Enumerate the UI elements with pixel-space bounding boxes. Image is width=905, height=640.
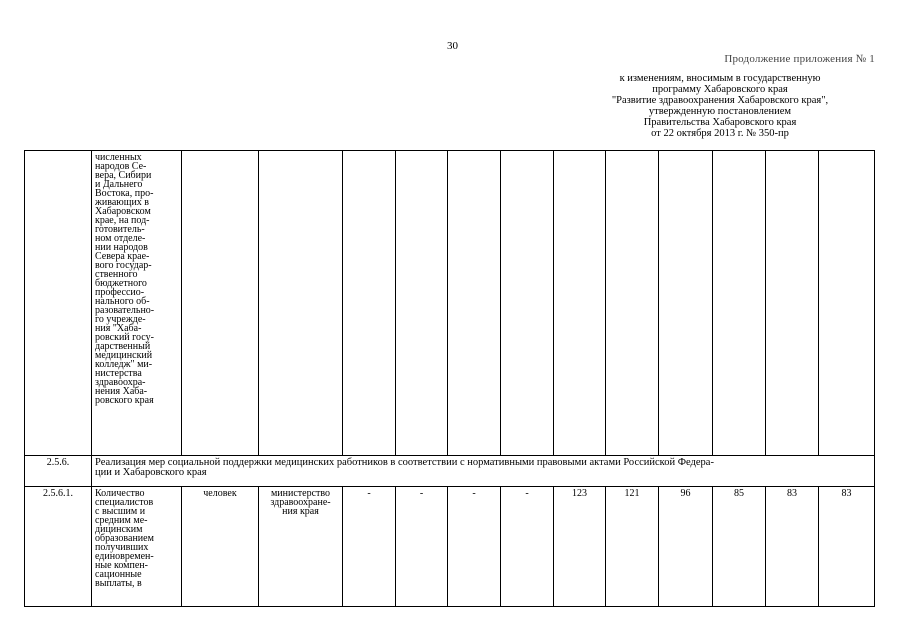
indicator-name-cell: Количество специалистов с высшим и средним ме- дицинским образованием получивших единовремен- ные компен- сационные выплаты, в [92,487,182,607]
value-cell [606,151,659,456]
appendix-note-line: утвержденную постановлением [648,106,792,117]
indicators-table [24,150,875,607]
value-cell [766,151,819,456]
row-number-cell [25,151,92,456]
value-cell: 96 [659,487,713,607]
appendix-note-line: от 22 октября 2013 г. № 350-пр [651,128,789,139]
value-cell: - [501,487,554,607]
row-number-cell: 2.5.6. [25,456,92,487]
table-row [25,456,875,487]
value-cell: - [343,487,396,607]
row-number-cell: 2.5.6.1. [25,487,92,607]
continuation-heading: Продолжение приложения № 1 [724,53,875,65]
appendix-note [560,73,880,139]
value-cell [343,151,396,456]
value-cell: - [448,487,501,607]
value-cell [819,151,875,456]
value-cell: 83 [766,487,819,607]
appendix-note-line: к изменениям, вносимым в государственную [619,73,821,84]
appendix-note-line: программу Хабаровского края [652,84,788,95]
value-cell: 123 [554,487,606,607]
value-cell: 83 [819,487,875,607]
value-cell [448,151,501,456]
section-title-cell: Реализация мер социальной поддержки медицинских работников в соответствии с нормативными правовыми актами Российской Федера- ции и Хабаровского края [92,456,875,487]
value-cell [396,151,448,456]
value-cell [554,151,606,456]
table-row [25,151,875,456]
executor-cell: министерство здравоохране- ния края [259,487,343,607]
appendix-note-line: Правительства Хабаровского края [643,117,797,128]
table-row [25,487,875,607]
value-cell: 121 [606,487,659,607]
value-cell: - [396,487,448,607]
value-cell: 85 [713,487,766,607]
unit-cell: человек [182,487,259,607]
executor-cell [259,151,343,456]
value-cell [501,151,554,456]
unit-cell [182,151,259,456]
page-number: 30 [447,40,458,52]
appendix-note-line: "Развитие здравоохранения Хабаровского края", [611,95,829,106]
indicator-name-cell: численных народов Се- вера, Сибири и Дальнего Востока, про- живающих в Хабаровском крае, на под- готовитель- ном отделе- нии народов Севера крае- вого государ- ственного бюджетного профессио- нального об- разовательно- го учрежде- ния "Хаба- ровский госу- дарственный медицинский колледж" ми- нистерства здравоохра- нения Хаба- ровского края [92,151,182,456]
value-cell [659,151,713,456]
value-cell [713,151,766,456]
